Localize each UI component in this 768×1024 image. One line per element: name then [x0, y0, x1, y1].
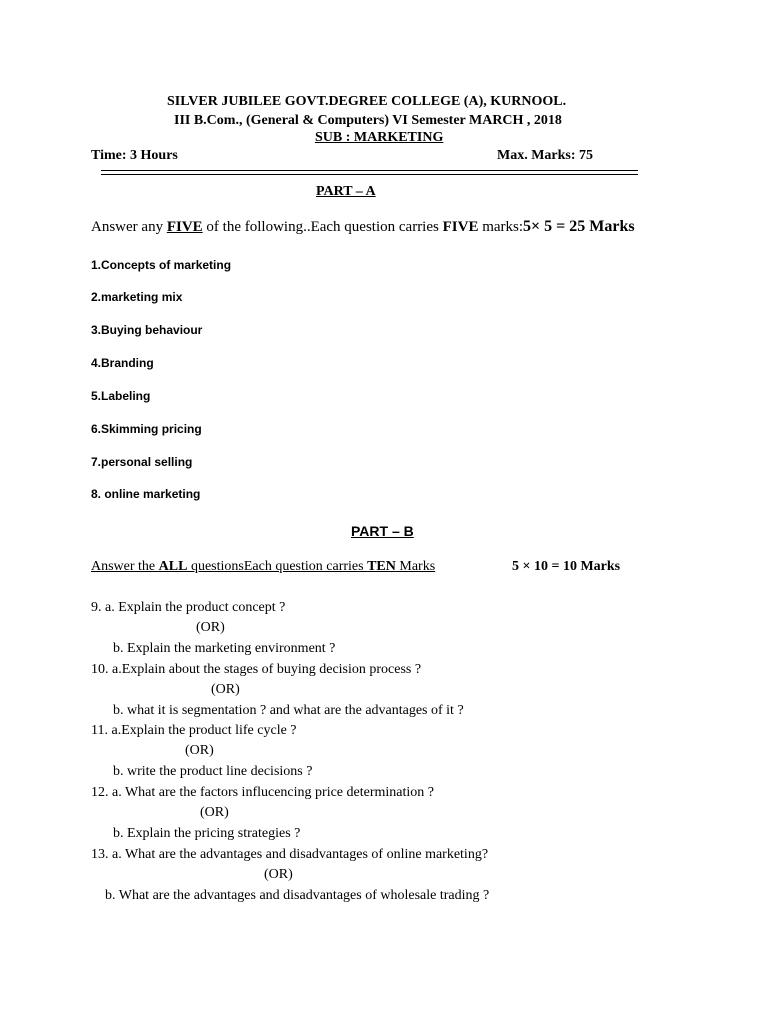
- part-b-question: 10. a.Explain about the stages of buying decision process ?: [91, 662, 422, 677]
- part-b-question: 13. a. What are the advantages and disadvantages of online marketing?: [91, 847, 489, 862]
- part-b-instruction: [91, 559, 435, 575]
- part-b-instr-ten: TEN: [367, 559, 396, 574]
- part-a-instruction: [91, 218, 635, 236]
- part-b-instr-marks: Marks: [395, 559, 436, 574]
- part-a-question: 2.marketing mix: [91, 290, 183, 304]
- header-divider-bottom: [101, 174, 638, 175]
- part-b-or: (OR): [200, 805, 229, 820]
- part-b-question: b. Explain the marketing environment ?: [113, 641, 336, 656]
- part-a-question: 8. online marketing: [91, 487, 201, 501]
- part-a-question: 6.Skimming pricing: [91, 422, 202, 436]
- part-b-question: b. what it is segmentation ? and what are the advantages of it ?: [113, 703, 464, 718]
- part-a-instr-prefix: Answer any: [91, 219, 167, 235]
- exam-time: Time: 3 Hours: [91, 148, 178, 163]
- header-divider-top: [101, 170, 638, 171]
- part-b-or: (OR): [264, 867, 293, 882]
- part-b-question: 12. a. What are the factors influcencing price determination ?: [91, 785, 434, 800]
- part-a-instr-total: 5× 5 = 25 Marks: [523, 218, 635, 235]
- part-b-instr-prefix: Answer the: [91, 559, 159, 574]
- part-b-question: 9. a. Explain the product concept ?: [91, 600, 286, 615]
- part-b-question: b. write the product line decisions ?: [113, 764, 313, 779]
- college-name: SILVER JUBILEE GOVT.DEGREE COLLEGE (A), KURNOOL.: [167, 94, 567, 109]
- part-b-question: b. Explain the pricing strategies ?: [113, 826, 301, 841]
- part-a-instr-five2: FIVE: [442, 219, 479, 235]
- subject-line: SUB : MARKETING: [315, 130, 444, 145]
- part-a-question: 7.personal selling: [91, 455, 193, 469]
- part-a-instr-middle: of the following..Each question carries: [202, 219, 443, 235]
- part-a-question: 4.Branding: [91, 356, 154, 370]
- max-marks: Max. Marks: 75: [497, 148, 594, 163]
- course-line: III B.Com., (General & Computers) VI Semester MARCH , 2018: [174, 113, 562, 128]
- part-b-or: (OR): [211, 682, 240, 697]
- part-b-or: (OR): [185, 743, 214, 758]
- part-b-question: 11. a.Explain the product life cycle ?: [91, 723, 297, 738]
- part-a-instr-five: FIVE: [166, 219, 203, 235]
- part-a-question: 1.Concepts of marketing: [91, 258, 232, 272]
- part-b-question: b. What are the advantages and disadvantages of wholesale trading ?: [105, 888, 490, 903]
- part-b-title: PART – B: [351, 523, 414, 539]
- part-b-or: (OR): [196, 620, 225, 635]
- part-a-title: PART – A: [316, 184, 376, 199]
- part-a-question: 3.Buying behaviour: [91, 323, 203, 337]
- part-b-instr-total: 5 × 10 = 10 Marks: [512, 559, 621, 574]
- part-b-instr-all: ALL: [158, 559, 188, 574]
- part-a-instr-marks: marks:: [478, 219, 524, 235]
- part-b-instr-middle: questionsEach question carries: [187, 559, 368, 574]
- part-a-question: 5.Labeling: [91, 389, 151, 403]
